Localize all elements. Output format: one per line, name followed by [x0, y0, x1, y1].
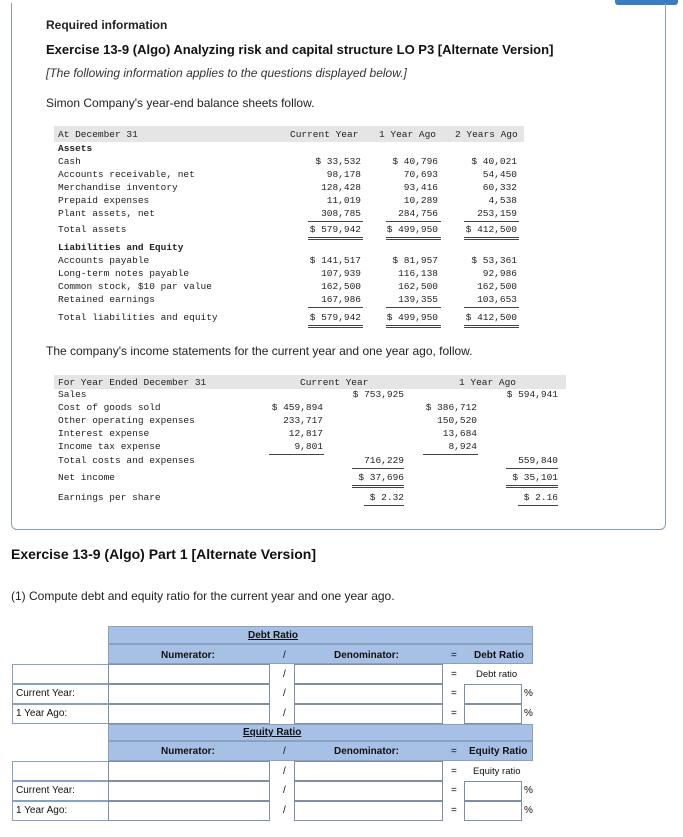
cell-1yr: 70,693: [403, 169, 438, 180]
denominator-label: Denominator:: [334, 650, 399, 661]
cell-current: 9,801: [294, 441, 323, 452]
table-row: [54, 195, 524, 208]
cell-1yr: 150,520: [437, 415, 477, 426]
income-statement-table: [54, 375, 566, 503]
cell-current: 107,939: [321, 268, 361, 279]
exercise-title: Exercise 13-9 (Algo) Analyzing risk and capital structure LO P3 [Alternate Version]: [46, 42, 554, 57]
underline: [518, 505, 558, 506]
slash: /: [283, 669, 286, 680]
underline: [352, 468, 404, 469]
denominator-input[interactable]: [294, 761, 443, 781]
equals-sign: =: [451, 785, 457, 796]
numerator-current-input[interactable]: [108, 781, 270, 801]
double-underline: [308, 325, 363, 328]
debt-ratio-title-row: [108, 626, 533, 644]
table-row: [54, 281, 524, 294]
row-label: Prepaid expenses: [58, 195, 150, 206]
row-label: Net income: [58, 472, 116, 483]
cell-1yr: 284,756: [398, 208, 438, 219]
underline: [308, 221, 363, 222]
cell-current: 167,986: [321, 294, 361, 305]
table-row: [54, 441, 566, 454]
cell-current: $ 753,925: [352, 389, 404, 400]
liability-rows: [54, 255, 524, 307]
underline: [386, 307, 441, 308]
numerator-label: Numerator:: [161, 650, 215, 661]
cell-current: $ 33,532: [315, 156, 361, 167]
sales-row: [54, 389, 566, 402]
denominator-input[interactable]: [294, 664, 443, 684]
equals-sign: =: [451, 746, 457, 757]
equity-ratio-sublabel: Equity ratio: [473, 766, 521, 777]
numerator-input[interactable]: [108, 664, 270, 684]
debt-ratio-result-header: Debt Ratio: [474, 650, 524, 661]
equals-sign: =: [451, 708, 457, 719]
table-row: [54, 169, 524, 182]
cell-1yr: 10,289: [403, 195, 438, 206]
total-assets-row: [54, 224, 524, 237]
denominator-label: Denominator:: [334, 746, 399, 757]
denominator-1yr-input[interactable]: [294, 801, 443, 821]
equals-sign: =: [451, 688, 457, 699]
income-statement-intro: The company's income statements for the current year and one year ago, follow.: [46, 344, 473, 358]
double-underline: [308, 237, 363, 240]
cell-current: $ 459,894: [271, 402, 323, 413]
cell-2yr: 162,500: [477, 281, 517, 292]
underline: [464, 221, 519, 222]
cell-2yr: $ 412,500: [465, 224, 517, 235]
row-label: Cost of goods sold: [58, 402, 161, 413]
cell-2yr: 92,986: [482, 268, 517, 279]
debt-ratio-current-input[interactable]: [464, 684, 522, 704]
cell-current: 98,178: [326, 169, 361, 180]
cell-1yr: 559,840: [518, 455, 558, 466]
row-label-cell: [12, 664, 108, 684]
numerator-input[interactable]: [108, 761, 270, 781]
col-2-years-ago: 2 Years Ago: [455, 129, 518, 140]
cell-1yr: $ 2.16: [523, 492, 558, 503]
cell-1yr: $ 386,712: [425, 402, 477, 413]
denominator-current-input[interactable]: [294, 684, 443, 704]
total-liabilities-row: [54, 312, 524, 325]
double-underline: [386, 237, 441, 240]
balance-sheet-table: [54, 126, 524, 323]
row-label: Retained earnings: [58, 294, 155, 305]
table-row: [54, 415, 566, 428]
col-current-year: Current Year: [290, 129, 359, 140]
table-row: [54, 182, 524, 195]
slash: /: [283, 708, 286, 719]
denominator-current-input[interactable]: [294, 781, 443, 801]
cell-current: 716,229: [364, 455, 404, 466]
table-row: [54, 268, 524, 281]
double-underline: [386, 325, 441, 328]
equity-ratio-title-row: [108, 724, 533, 741]
cell-2yr: 253,159: [477, 208, 517, 219]
cost-rows: [54, 402, 566, 454]
col-for-year-ended: For Year Ended December 31: [58, 377, 207, 388]
cell-1yr: $ 594,941: [506, 389, 558, 400]
cell-2yr: 4,538: [488, 195, 517, 206]
cell-1yr: $ 499,950: [386, 224, 438, 235]
cell-current: $ 2.32: [369, 492, 404, 503]
col-current-year: Current Year: [300, 377, 369, 388]
current-year-label: Current Year:: [16, 785, 75, 796]
slash: /: [283, 766, 286, 777]
cell-1yr: 13,684: [442, 428, 477, 439]
cell-current: 11,019: [326, 195, 361, 206]
assets-heading: Assets: [58, 143, 93, 154]
percent-sign: %: [524, 805, 533, 816]
row-label: Total assets: [58, 224, 127, 235]
slash: /: [283, 650, 286, 661]
table-row: [54, 294, 524, 307]
cell-2yr: 54,450: [482, 169, 517, 180]
double-underline: [464, 325, 519, 328]
underline: [464, 307, 519, 308]
percent-sign: %: [524, 688, 533, 699]
part-title: Exercise 13-9 (Algo) Part 1 [Alternate Version]: [11, 546, 316, 562]
cell-current: 233,717: [283, 415, 323, 426]
equals-sign: =: [451, 669, 457, 680]
liabilities-heading: Liabilities and Equity: [58, 242, 184, 253]
equals-sign: =: [451, 805, 457, 816]
table-row: [54, 255, 524, 268]
double-underline: [464, 237, 519, 240]
row-label: Plant assets, net: [58, 208, 155, 219]
balance-sheet-intro: Simon Company's year-end balance sheets follow.: [46, 96, 315, 110]
cell-1yr: $ 40,796: [392, 156, 438, 167]
cell-1yr: $ 499,950: [386, 312, 438, 323]
table-row: [54, 402, 566, 415]
numerator-1yr-input[interactable]: [108, 704, 270, 724]
equals-sign: =: [451, 650, 457, 661]
asset-rows: [54, 156, 524, 221]
question-text: (1) Compute debt and equity ratio for the current year and one year ago.: [11, 589, 395, 603]
row-label: Accounts receivable, net: [58, 169, 195, 180]
row-label: Common stock, $10 par value: [58, 281, 212, 292]
equity-ratio-title: Equity Ratio: [243, 727, 302, 738]
slash: /: [283, 805, 286, 816]
double-underline: [506, 485, 558, 488]
instruction-note: [The following information applies to the questions displayed below.]: [46, 66, 407, 80]
cell-current: 308,785: [321, 208, 361, 219]
double-underline: [352, 485, 404, 488]
one-year-ago-label: 1 Year Ago:: [16, 805, 68, 816]
equity-ratio-1yr-input[interactable]: [464, 801, 522, 821]
underline: [308, 307, 363, 308]
row-label: Earnings per share: [58, 492, 161, 503]
underline: [386, 221, 441, 222]
row-label: Accounts payable: [58, 255, 150, 266]
table-row: [54, 156, 524, 169]
debt-ratio-title: Debt Ratio: [248, 630, 298, 641]
row-label: Long-term notes payable: [58, 268, 190, 279]
percent-sign: %: [524, 708, 533, 719]
numerator-1yr-input[interactable]: [108, 801, 270, 821]
row-label: Total liabilities and equity: [58, 312, 218, 323]
underline: [364, 505, 404, 506]
slash: /: [283, 785, 286, 796]
cell-1yr: $ 81,957: [392, 255, 438, 266]
equity-ratio-result-header: Equity Ratio: [469, 746, 528, 757]
net-income-row: [54, 472, 566, 485]
col-1-year-ago: 1 Year Ago: [459, 377, 517, 388]
cell-current: 128,428: [321, 182, 361, 193]
cell-current: 162,500: [321, 281, 361, 292]
cell-current: $ 141,517: [309, 255, 361, 266]
cell-2yr: 60,332: [482, 182, 517, 193]
percent-sign: %: [524, 785, 533, 796]
table-row: [54, 208, 524, 221]
col-1-year-ago: 1 Year Ago: [379, 129, 437, 140]
table-row: [54, 428, 566, 441]
one-year-ago-label: 1 Year Ago:: [16, 708, 68, 719]
row-label: Cash: [58, 156, 81, 167]
debt-ratio-sublabel: Debt ratio: [476, 669, 518, 680]
cell-1yr: 162,500: [398, 281, 438, 292]
cell-current: $ 37,696: [358, 472, 404, 483]
underline: [506, 468, 558, 469]
row-label: Merchandise inventory: [58, 182, 178, 193]
numerator-label: Numerator:: [161, 746, 215, 757]
cell-current: $ 579,942: [309, 312, 361, 323]
cell-1yr: 8,924: [448, 441, 477, 452]
debt-ratio-1yr-input[interactable]: [464, 704, 522, 724]
row-label: Other operating expenses: [58, 415, 195, 426]
total-costs-row: [54, 455, 566, 468]
cell-1yr: $ 35,101: [512, 472, 558, 483]
slash: /: [283, 688, 286, 699]
equals-sign: =: [451, 766, 457, 777]
numerator-current-input[interactable]: [108, 684, 270, 704]
equity-ratio-current-input[interactable]: [464, 781, 522, 801]
current-year-label: Current Year:: [16, 688, 75, 699]
required-information-label: Required information: [46, 18, 168, 32]
cell-2yr: $ 40,021: [471, 156, 517, 167]
cell-2yr: 103,653: [477, 294, 517, 305]
row-label: Interest expense: [58, 428, 150, 439]
row-label-cell: [12, 761, 108, 781]
cell-1yr: 116,138: [398, 268, 438, 279]
cell-current: 12,817: [288, 428, 323, 439]
cell-2yr: $ 53,361: [471, 255, 517, 266]
row-label: Total costs and expenses: [58, 455, 195, 466]
income-header: [54, 375, 566, 389]
row-label: Sales: [58, 389, 87, 400]
eps-row: [54, 492, 566, 505]
denominator-1yr-input[interactable]: [294, 704, 443, 724]
cell-1yr: 139,355: [398, 294, 438, 305]
cell-current: $ 579,942: [309, 224, 361, 235]
cell-2yr: $ 412,500: [465, 312, 517, 323]
balance-sheet-header: [54, 126, 524, 142]
cell-1yr: 93,416: [403, 182, 438, 193]
row-label: Income tax expense: [58, 441, 161, 452]
col-at-december: At December 31: [58, 129, 138, 140]
slash: /: [283, 746, 286, 757]
